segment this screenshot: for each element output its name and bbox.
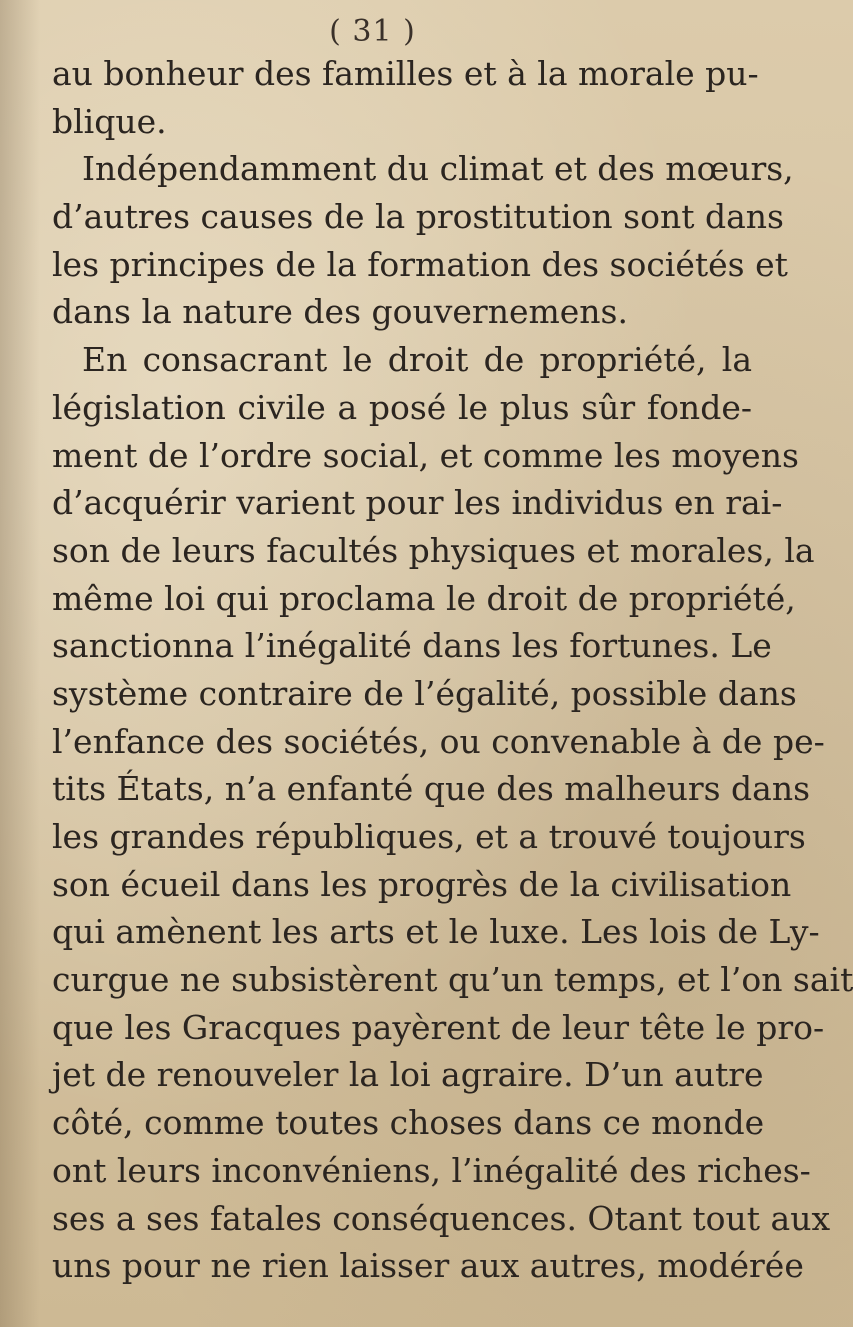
text-line: jet de renouveler la loi agraire. D’un autre xyxy=(52,1055,764,1095)
text-line: ses a ses fatales conséquences. Otant tout aux xyxy=(52,1198,831,1238)
text-line: même loi qui proclama le droit de propriété, xyxy=(52,578,796,618)
text-line: d’acquérir varient pour les individus en rai- xyxy=(52,483,783,523)
page-gutter-shadow xyxy=(0,0,40,1327)
text-line: d’autres causes de la prostitution sont dans xyxy=(52,197,784,237)
text-line: ment de l’ordre social, et comme les moyens xyxy=(52,435,799,475)
text-line: système contraire de l’égalité, possible dans xyxy=(52,673,797,713)
text-line: En consacrant le droit de propriété, la xyxy=(82,340,752,380)
text-line: ont leurs inconvéniens, l’inégalité des riches- xyxy=(52,1150,811,1190)
text-line: les principes de la formation des sociétés et xyxy=(52,244,788,284)
text-line: uns pour ne rien laisser aux autres, modérée xyxy=(52,1246,804,1286)
text-line: tits États, n’a enfanté que des malheurs dans xyxy=(52,769,811,809)
text-line: au bonheur des familles et à la morale pu- xyxy=(52,54,759,93)
text-line: sanctionna l’inégalité dans les fortunes. Le xyxy=(52,626,772,666)
page-number: ( 31 ) xyxy=(329,14,416,49)
text-line: dans la nature des gouvernemens. xyxy=(52,292,628,332)
text-line: Indépendamment du climat et des mœurs, xyxy=(82,149,794,189)
text-line: les grandes républiques, et a trouvé toujours xyxy=(52,817,806,856)
text-line: l’enfance des sociétés, ou convenable à de pe- xyxy=(52,721,825,761)
text-line: qui amènent les arts et le luxe. Les lois de Ly- xyxy=(52,912,820,952)
text-line: son écueil dans les progrès de la civilisation xyxy=(52,864,792,904)
text-line: curgue ne subsistèrent qu’un temps, et l’on sait xyxy=(52,960,853,1000)
body-text xyxy=(52,50,853,1290)
text-line: blique. xyxy=(52,101,167,141)
text-line: son de leurs facultés physiques et morales, la xyxy=(52,530,815,570)
text-line: côté, comme toutes choses dans ce monde xyxy=(52,1103,765,1143)
text-line: législation civile a posé le plus sûr fonde- xyxy=(52,387,752,427)
text-line: que les Gracques payèrent de leur tête le pro- xyxy=(52,1007,825,1047)
